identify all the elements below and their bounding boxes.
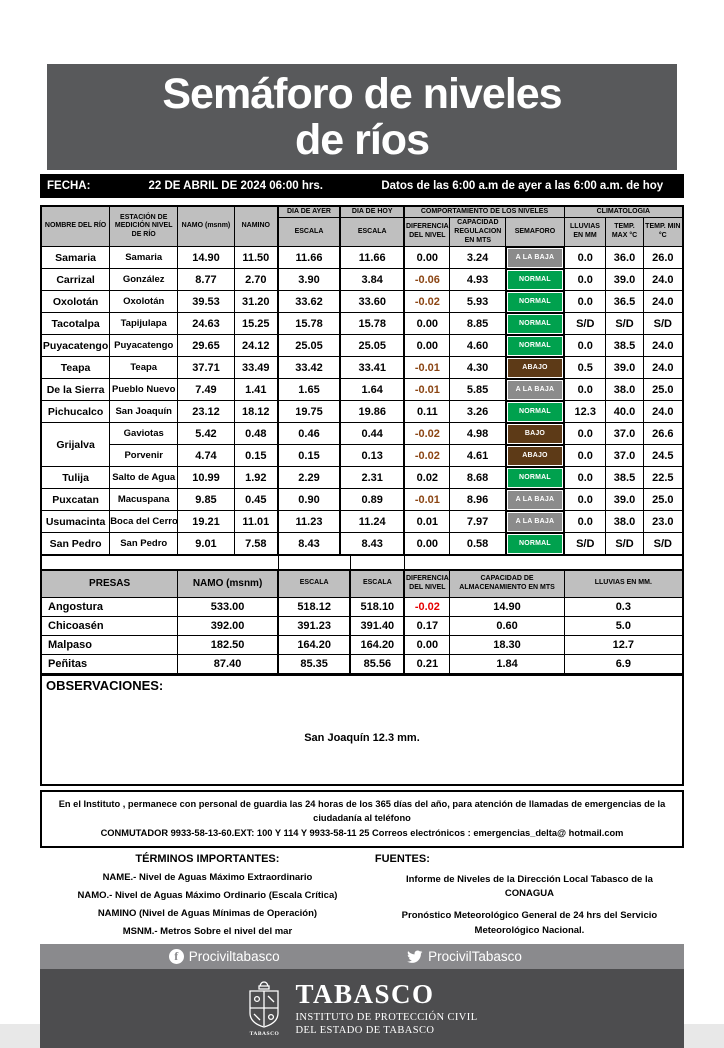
cell-escala-hoy: 2.31 xyxy=(340,467,404,489)
cell-presa-escala-hoy: 391.40 xyxy=(350,616,404,635)
cell-capacidad: 4.60 xyxy=(450,335,506,357)
cell-temp-max: 38.0 xyxy=(606,511,643,533)
cell-lluvias: S/D xyxy=(564,313,606,335)
cell-escala-hoy: 1.64 xyxy=(340,379,404,401)
cell-temp-max: S/D xyxy=(606,533,643,555)
cell-capacidad: 4.93 xyxy=(450,269,506,291)
cell-presa-namo: 87.40 xyxy=(178,654,278,674)
fecha-label: FECHA: xyxy=(47,180,91,192)
cell-escala-hoy: 33.60 xyxy=(340,291,404,313)
cell-escala-ayer: 15.78 xyxy=(278,313,340,335)
semaforo-status-badge: A LA BAJA xyxy=(508,513,562,531)
cell-capacidad: 0.58 xyxy=(450,533,506,555)
table-spacer xyxy=(40,556,684,569)
cell-presa-lluvias: 12.7 xyxy=(564,635,683,654)
group-header-dia-hoy: DIA DE HOY xyxy=(340,206,404,218)
cell-estacion: Puyacatengo xyxy=(110,335,178,357)
cell-estacion: San Joaquín xyxy=(110,401,178,423)
cell-capacidad: 5.85 xyxy=(450,379,506,401)
report-title-banner xyxy=(47,64,677,170)
date-bar xyxy=(40,174,684,198)
cell-namo: 39.53 xyxy=(178,291,234,313)
river-row xyxy=(41,379,683,401)
cell-escala-hoy: 0.89 xyxy=(340,489,404,511)
cell-escala-ayer: 19.75 xyxy=(278,401,340,423)
cell-diferencia: 0.11 xyxy=(404,401,450,423)
cell-escala-ayer: 0.90 xyxy=(278,489,340,511)
fecha-value: 22 DE ABRIL DE 2024 06:00 hrs. xyxy=(148,180,323,192)
cell-temp-max: S/D xyxy=(606,313,643,335)
cell-presa-capacidad: 1.84 xyxy=(450,654,564,674)
cell-escala-hoy: 0.44 xyxy=(340,423,404,445)
presa-row xyxy=(41,654,683,674)
cell-namino: 1.92 xyxy=(234,467,278,489)
river-row xyxy=(41,445,683,467)
cell-presa-escala-ayer: 164.20 xyxy=(278,635,351,654)
emergency-note-line2: CONMUTADOR 9933-58-13-60.EXT: 100 Y 114 Y 9933-58-11 25 Correos electrónicos : emergencias_delta@ hotmail.com xyxy=(100,827,624,838)
river-row xyxy=(41,357,683,379)
column-header-presas-capacidad: CAPACIDAD DE ALMACENAMIENTO EN MTS xyxy=(450,570,564,598)
cell-escala-ayer: 3.90 xyxy=(278,269,340,291)
brand-subtitle: INSTITUTO DE PROTECCIÓN CIVIL DEL ESTADO DE TABASCO xyxy=(295,1011,478,1036)
cell-semaforo xyxy=(506,269,564,291)
cell-temp-max: 40.0 xyxy=(606,401,643,423)
cell-presa-name: Malpaso xyxy=(41,635,178,654)
cell-rio-name: Samaria xyxy=(41,247,110,269)
cell-presa-escala-hoy: 164.20 xyxy=(350,635,404,654)
river-row xyxy=(41,335,683,357)
cell-temp-max: 39.0 xyxy=(606,489,643,511)
cell-escala-ayer: 11.66 xyxy=(278,247,340,269)
cell-lluvias: 12.3 xyxy=(564,401,606,423)
cell-capacidad: 7.97 xyxy=(450,511,506,533)
fuentes-column xyxy=(375,853,684,941)
cell-temp-min: 25.0 xyxy=(643,489,683,511)
cell-namo: 24.63 xyxy=(178,313,234,335)
cell-rio-name: Usumacinta xyxy=(41,511,110,533)
cell-rio-name: Carrizal xyxy=(41,269,110,291)
cell-temp-min: S/D xyxy=(643,533,683,555)
term-item: MSNM.- Metros Sobre el nivel del mar xyxy=(122,926,293,938)
cell-temp-max: 38.0 xyxy=(606,379,643,401)
emergency-note xyxy=(40,790,684,848)
semaforo-status-badge: NORMAL xyxy=(508,293,562,311)
twitter-icon xyxy=(407,950,423,964)
cell-temp-max: 36.5 xyxy=(606,291,643,313)
cell-namino: 0.48 xyxy=(234,423,278,445)
cell-namino: 1.41 xyxy=(234,379,278,401)
cell-lluvias: 0.0 xyxy=(564,511,606,533)
footer-brand-bar xyxy=(40,969,684,1048)
cell-temp-min: 24.0 xyxy=(643,401,683,423)
cell-temp-min: 24.0 xyxy=(643,357,683,379)
cell-escala-ayer: 1.65 xyxy=(278,379,340,401)
fuentes-title: FUENTES: xyxy=(374,852,430,865)
cell-estacion: Macuspana xyxy=(110,489,178,511)
semaforo-status-badge: NORMAL xyxy=(508,469,562,487)
cell-estacion: Pueblo Nuevo xyxy=(110,379,178,401)
cell-semaforo xyxy=(506,379,564,401)
cell-semaforo xyxy=(506,511,564,533)
cell-capacidad: 3.24 xyxy=(450,247,506,269)
cell-diferencia: -0.02 xyxy=(404,291,450,313)
cell-lluvias: 0.0 xyxy=(564,445,606,467)
cell-escala-ayer: 11.23 xyxy=(278,511,340,533)
river-row xyxy=(41,511,683,533)
cell-namo: 23.12 xyxy=(178,401,234,423)
cell-namo: 14.90 xyxy=(178,247,234,269)
cell-escala-ayer: 0.46 xyxy=(278,423,340,445)
cell-diferencia: -0.01 xyxy=(404,379,450,401)
cell-presa-namo: 392.00 xyxy=(178,616,278,635)
column-header-presas: PRESAS xyxy=(41,570,178,598)
cell-estacion: Tapijulapa xyxy=(110,313,178,335)
cell-diferencia: 0.00 xyxy=(404,313,450,335)
cell-namo: 29.65 xyxy=(178,335,234,357)
cell-escala-hoy: 15.78 xyxy=(340,313,404,335)
spacer-divider xyxy=(350,556,351,569)
cell-temp-min: 22.5 xyxy=(643,467,683,489)
cell-escala-ayer: 33.62 xyxy=(278,291,340,313)
cell-namino: 33.49 xyxy=(234,357,278,379)
cell-capacidad: 4.61 xyxy=(450,445,506,467)
cell-temp-max: 38.5 xyxy=(606,467,643,489)
semaforo-status-badge: NORMAL xyxy=(508,271,562,289)
cell-escala-hoy: 33.41 xyxy=(340,357,404,379)
cell-temp-min: 26.6 xyxy=(643,423,683,445)
cell-presa-name: Chicoasén xyxy=(41,616,178,635)
cell-lluvias: 0.0 xyxy=(564,335,606,357)
cell-presa-lluvias: 0.3 xyxy=(564,597,683,616)
column-header-nombre-rio: NOMBRE DEL RÍO xyxy=(41,206,110,247)
cell-namino: 18.12 xyxy=(234,401,278,423)
fuente-item: Pronóstico Meteorológico General de 24 hrs del Servicio Meteorológico Nacional. xyxy=(401,910,658,936)
cell-diferencia: -0.06 xyxy=(404,269,450,291)
cell-estacion: Salto de Agua xyxy=(110,467,178,489)
river-row xyxy=(41,291,683,313)
cell-namo: 9.01 xyxy=(178,533,234,555)
cell-presa-escala-ayer: 518.12 xyxy=(278,597,351,616)
cell-namo: 9.85 xyxy=(178,489,234,511)
cell-presa-name: Peñitas xyxy=(41,654,178,674)
semaforo-status-badge: A LA BAJA xyxy=(508,381,562,399)
cell-escala-hoy: 25.05 xyxy=(340,335,404,357)
cell-estacion: Samaria xyxy=(110,247,178,269)
cell-semaforo xyxy=(506,423,564,445)
cell-rio-name: Tacotalpa xyxy=(41,313,110,335)
cell-lluvias: 0.0 xyxy=(564,269,606,291)
group-header-dia-ayer: DIA DE AYER xyxy=(278,206,340,218)
twitter-handle-item xyxy=(407,949,522,964)
cell-semaforo xyxy=(506,313,564,335)
page-title-line2: de ríos xyxy=(295,116,429,164)
cell-semaforo xyxy=(506,401,564,423)
observaciones-box xyxy=(40,674,684,786)
term-item: NAMO.- Nivel de Aguas Máximo Ordinario (Escala Crítica) xyxy=(77,890,338,902)
group-header-climatologia: CLIMATOLOGIA xyxy=(564,206,683,218)
cell-temp-min: 23.0 xyxy=(643,511,683,533)
cell-temp-max: 37.0 xyxy=(606,445,643,467)
cell-namino: 31.20 xyxy=(234,291,278,313)
cell-temp-min: 24.0 xyxy=(643,269,683,291)
cell-presa-diferencia: 0.17 xyxy=(404,616,450,635)
cell-escala-hoy: 0.13 xyxy=(340,445,404,467)
terminos-column xyxy=(40,853,375,941)
semaforo-status-badge: NORMAL xyxy=(508,403,562,421)
cell-namo: 19.21 xyxy=(178,511,234,533)
cell-presa-capacidad: 0.60 xyxy=(450,616,564,635)
cell-escala-ayer: 2.29 xyxy=(278,467,340,489)
cell-presa-escala-hoy: 85.56 xyxy=(350,654,404,674)
semaforo-status-badge: ABAJO xyxy=(508,359,562,377)
column-header-semaforo: SEMAFORO xyxy=(506,218,564,247)
column-header-namo: NAMO (msnm) xyxy=(178,206,234,247)
cell-namo: 4.74 xyxy=(178,445,234,467)
bulletin-content xyxy=(40,64,684,1048)
cell-presa-escala-ayer: 391.23 xyxy=(278,616,351,635)
cell-namino: 24.12 xyxy=(234,335,278,357)
cell-namino: 11.50 xyxy=(234,247,278,269)
semaforo-status-badge: NORMAL xyxy=(508,535,562,553)
cell-rio-name: Tulija xyxy=(41,467,110,489)
data-range-note: Datos de las 6:00 a.m de ayer a las 6:00 a.m. de hoy xyxy=(381,180,664,192)
column-header-temp-max: TEMP. MAX °C xyxy=(606,218,643,247)
cell-semaforo xyxy=(506,445,564,467)
cell-presa-lluvias: 6.9 xyxy=(564,654,683,674)
cell-namino: 7.58 xyxy=(234,533,278,555)
cell-estacion: Teapa xyxy=(110,357,178,379)
column-header-capacidad: CAPACIDAD REGULACION EN MTS xyxy=(450,218,506,247)
term-item: NAME.- Nivel de Aguas Máximo Extraordinario xyxy=(102,871,313,883)
shield-caption: TABASCO xyxy=(249,1031,280,1038)
cell-capacidad: 5.93 xyxy=(450,291,506,313)
cell-semaforo xyxy=(506,489,564,511)
column-header-temp-min: TEMP. MIN °C xyxy=(643,218,683,247)
cell-namino: 11.01 xyxy=(234,511,278,533)
spacer-divider xyxy=(404,556,405,569)
cell-rio-name: Teapa xyxy=(41,357,110,379)
cell-presa-diferencia: -0.02 xyxy=(404,597,450,616)
column-header-presas-escala-ayer: ESCALA xyxy=(278,570,351,598)
cell-presa-capacidad: 14.90 xyxy=(450,597,564,616)
semaforo-status-badge: A LA BAJA xyxy=(508,491,562,509)
cell-namo: 8.77 xyxy=(178,269,234,291)
cell-escala-hoy: 11.66 xyxy=(340,247,404,269)
cell-presa-name: Angostura xyxy=(41,597,178,616)
column-header-escala-hoy: ESCALA xyxy=(340,218,404,247)
cell-temp-max: 36.0 xyxy=(606,247,643,269)
cell-semaforo xyxy=(506,247,564,269)
cell-rio-name: Oxolotán xyxy=(41,291,110,313)
cell-temp-min: 26.0 xyxy=(643,247,683,269)
column-header-estacion: ESTACIÓN DE MEDICIÓN NIVEL DE RÍO xyxy=(110,206,178,247)
cell-estacion: Porvenir xyxy=(110,445,178,467)
cell-semaforo xyxy=(506,533,564,555)
cell-semaforo xyxy=(506,357,564,379)
cell-capacidad: 4.98 xyxy=(450,423,506,445)
observaciones-label: OBSERVACIONES: xyxy=(46,677,164,693)
brand-name: TABASCO xyxy=(295,978,435,1009)
cell-lluvias: 0.0 xyxy=(564,489,606,511)
cell-diferencia: -0.01 xyxy=(404,357,450,379)
twitter-handle: ProcivilTabasco xyxy=(428,949,522,965)
cell-lluvias: 0.0 xyxy=(564,423,606,445)
river-row xyxy=(41,269,683,291)
cell-presa-lluvias: 5.0 xyxy=(564,616,683,635)
cell-namo: 7.49 xyxy=(178,379,234,401)
cell-diferencia: 0.00 xyxy=(404,533,450,555)
column-header-diferencia: DIFERENCIA DEL NIVEL xyxy=(404,218,450,247)
spacer-divider xyxy=(278,556,279,569)
cell-temp-min: 24.5 xyxy=(643,445,683,467)
terminos-title: TÉRMINOS IMPORTANTES: xyxy=(135,852,280,865)
observaciones-text: San Joaquín 12.3 mm. xyxy=(304,731,420,744)
column-header-presas-escala-hoy: ESCALA xyxy=(350,570,404,598)
cell-rio-name: Puyacatengo xyxy=(41,335,110,357)
cell-temp-min: 24.0 xyxy=(643,335,683,357)
facebook-handle-item xyxy=(169,949,280,964)
cell-presa-diferencia: 0.21 xyxy=(404,654,450,674)
cell-diferencia: 0.00 xyxy=(404,247,450,269)
cell-presa-namo: 533.00 xyxy=(178,597,278,616)
river-row xyxy=(41,533,683,555)
cell-diferencia: 0.02 xyxy=(404,467,450,489)
cell-escala-hoy: 11.24 xyxy=(340,511,404,533)
cell-diferencia: 0.01 xyxy=(404,511,450,533)
presa-row xyxy=(41,597,683,616)
cell-escala-ayer: 33.42 xyxy=(278,357,340,379)
cell-diferencia: -0.02 xyxy=(404,445,450,467)
cell-estacion: Boca del Cerro xyxy=(110,511,178,533)
cell-estacion: Gaviotas xyxy=(110,423,178,445)
cell-namo: 5.42 xyxy=(178,423,234,445)
cell-presa-capacidad: 18.30 xyxy=(450,635,564,654)
cell-diferencia: 0.00 xyxy=(404,335,450,357)
cell-rio-name: De la Sierra xyxy=(41,379,110,401)
river-row xyxy=(41,313,683,335)
cell-escala-ayer: 0.15 xyxy=(278,445,340,467)
rivers-table xyxy=(40,205,684,556)
presa-row xyxy=(41,635,683,654)
cell-rio-name: Grijalva xyxy=(41,423,110,467)
cell-namo: 37.71 xyxy=(178,357,234,379)
column-header-presas-namo: NAMO (msnm) xyxy=(178,570,278,598)
cell-escala-hoy: 3.84 xyxy=(340,269,404,291)
cell-lluvias: S/D xyxy=(564,533,606,555)
cell-diferencia: -0.02 xyxy=(404,423,450,445)
cell-escala-ayer: 25.05 xyxy=(278,335,340,357)
cell-presa-namo: 182.50 xyxy=(178,635,278,654)
semaforo-status-badge: A LA BAJA xyxy=(508,249,562,267)
cell-namo: 10.99 xyxy=(178,467,234,489)
river-row xyxy=(41,401,683,423)
cell-estacion: Oxolotán xyxy=(110,291,178,313)
term-item: NAMINO (Nivel de Aguas Mínimas de Operación) xyxy=(97,908,318,920)
brand-text xyxy=(295,978,478,1037)
cell-temp-max: 39.0 xyxy=(606,269,643,291)
cell-lluvias: 0.0 xyxy=(564,247,606,269)
cell-semaforo xyxy=(506,467,564,489)
cell-namino: 0.15 xyxy=(234,445,278,467)
cell-lluvias: 0.0 xyxy=(564,379,606,401)
facebook-icon: f xyxy=(169,949,184,964)
cell-lluvias: 0.0 xyxy=(564,291,606,313)
tabasco-shield-logo xyxy=(246,980,282,1037)
cell-escala-hoy: 8.43 xyxy=(340,533,404,555)
column-header-lluvias: LLUVIAS EN MM xyxy=(564,218,606,247)
cell-capacidad: 8.85 xyxy=(450,313,506,335)
cell-presa-escala-ayer: 85.35 xyxy=(278,654,351,674)
presas-table xyxy=(40,569,684,675)
river-row xyxy=(41,467,683,489)
cell-capacidad: 8.68 xyxy=(450,467,506,489)
cell-namino: 2.70 xyxy=(234,269,278,291)
cell-escala-ayer: 8.43 xyxy=(278,533,340,555)
cell-namino: 0.45 xyxy=(234,489,278,511)
cell-temp-max: 38.5 xyxy=(606,335,643,357)
column-header-presas-diferencia: DIFERENCIA DEL NIVEL xyxy=(404,570,450,598)
cell-presa-escala-hoy: 518.10 xyxy=(350,597,404,616)
emergency-note-line1: En el Instituto , permanece con personal de guardia las 24 horas de los 365 días del año, para atención de llamadas de emergencias de la ciudadanía al teléfono xyxy=(58,798,666,824)
semaforo-status-badge: ABAJO xyxy=(508,447,562,465)
cell-temp-min: 25.0 xyxy=(643,379,683,401)
cell-rio-name: Puxcatan xyxy=(41,489,110,511)
column-header-escala-ayer: ESCALA xyxy=(278,218,340,247)
semaforo-status-badge: NORMAL xyxy=(508,337,562,355)
cell-temp-max: 39.0 xyxy=(606,357,643,379)
cell-namino: 15.25 xyxy=(234,313,278,335)
river-row xyxy=(41,247,683,269)
cell-temp-min: 24.0 xyxy=(643,291,683,313)
column-header-namino: NAMINO xyxy=(234,206,278,247)
cell-temp-max: 37.0 xyxy=(606,423,643,445)
cell-rio-name: Pichucalco xyxy=(41,401,110,423)
cell-rio-name: San Pedro xyxy=(41,533,110,555)
presa-row xyxy=(41,616,683,635)
cell-escala-hoy: 19.86 xyxy=(340,401,404,423)
cell-presa-diferencia: 0.00 xyxy=(404,635,450,654)
river-row xyxy=(41,489,683,511)
terms-sources-section xyxy=(40,853,684,941)
group-header-comportamiento: COMPORTAMIENTO DE LOS NIVELES xyxy=(404,206,564,218)
page-title-line1: Semáforo de niveles xyxy=(162,69,562,118)
column-header-presas-lluvias: LLUVIAS EN MM. xyxy=(564,570,683,598)
fuente-item: Informe de Niveles de la Dirección Local Tabasco de la CONAGUA xyxy=(405,873,653,900)
cell-semaforo xyxy=(506,335,564,357)
cell-temp-min: S/D xyxy=(643,313,683,335)
cell-capacidad: 4.30 xyxy=(450,357,506,379)
cell-diferencia: -0.01 xyxy=(404,489,450,511)
cell-estacion: San Pedro xyxy=(110,533,178,555)
facebook-handle: Prociviltabasco xyxy=(188,949,280,965)
shield-icon xyxy=(246,980,282,1030)
cell-capacidad: 3.26 xyxy=(450,401,506,423)
cell-semaforo xyxy=(506,291,564,313)
semaforo-status-badge: BAJO xyxy=(508,425,562,443)
cell-capacidad: 8.96 xyxy=(450,489,506,511)
cell-lluvias: 0.0 xyxy=(564,467,606,489)
cell-lluvias: 0.5 xyxy=(564,357,606,379)
social-bar xyxy=(40,944,684,969)
river-row xyxy=(41,423,683,445)
semaforo-status-badge: NORMAL xyxy=(508,315,562,333)
cell-estacion: González xyxy=(110,269,178,291)
